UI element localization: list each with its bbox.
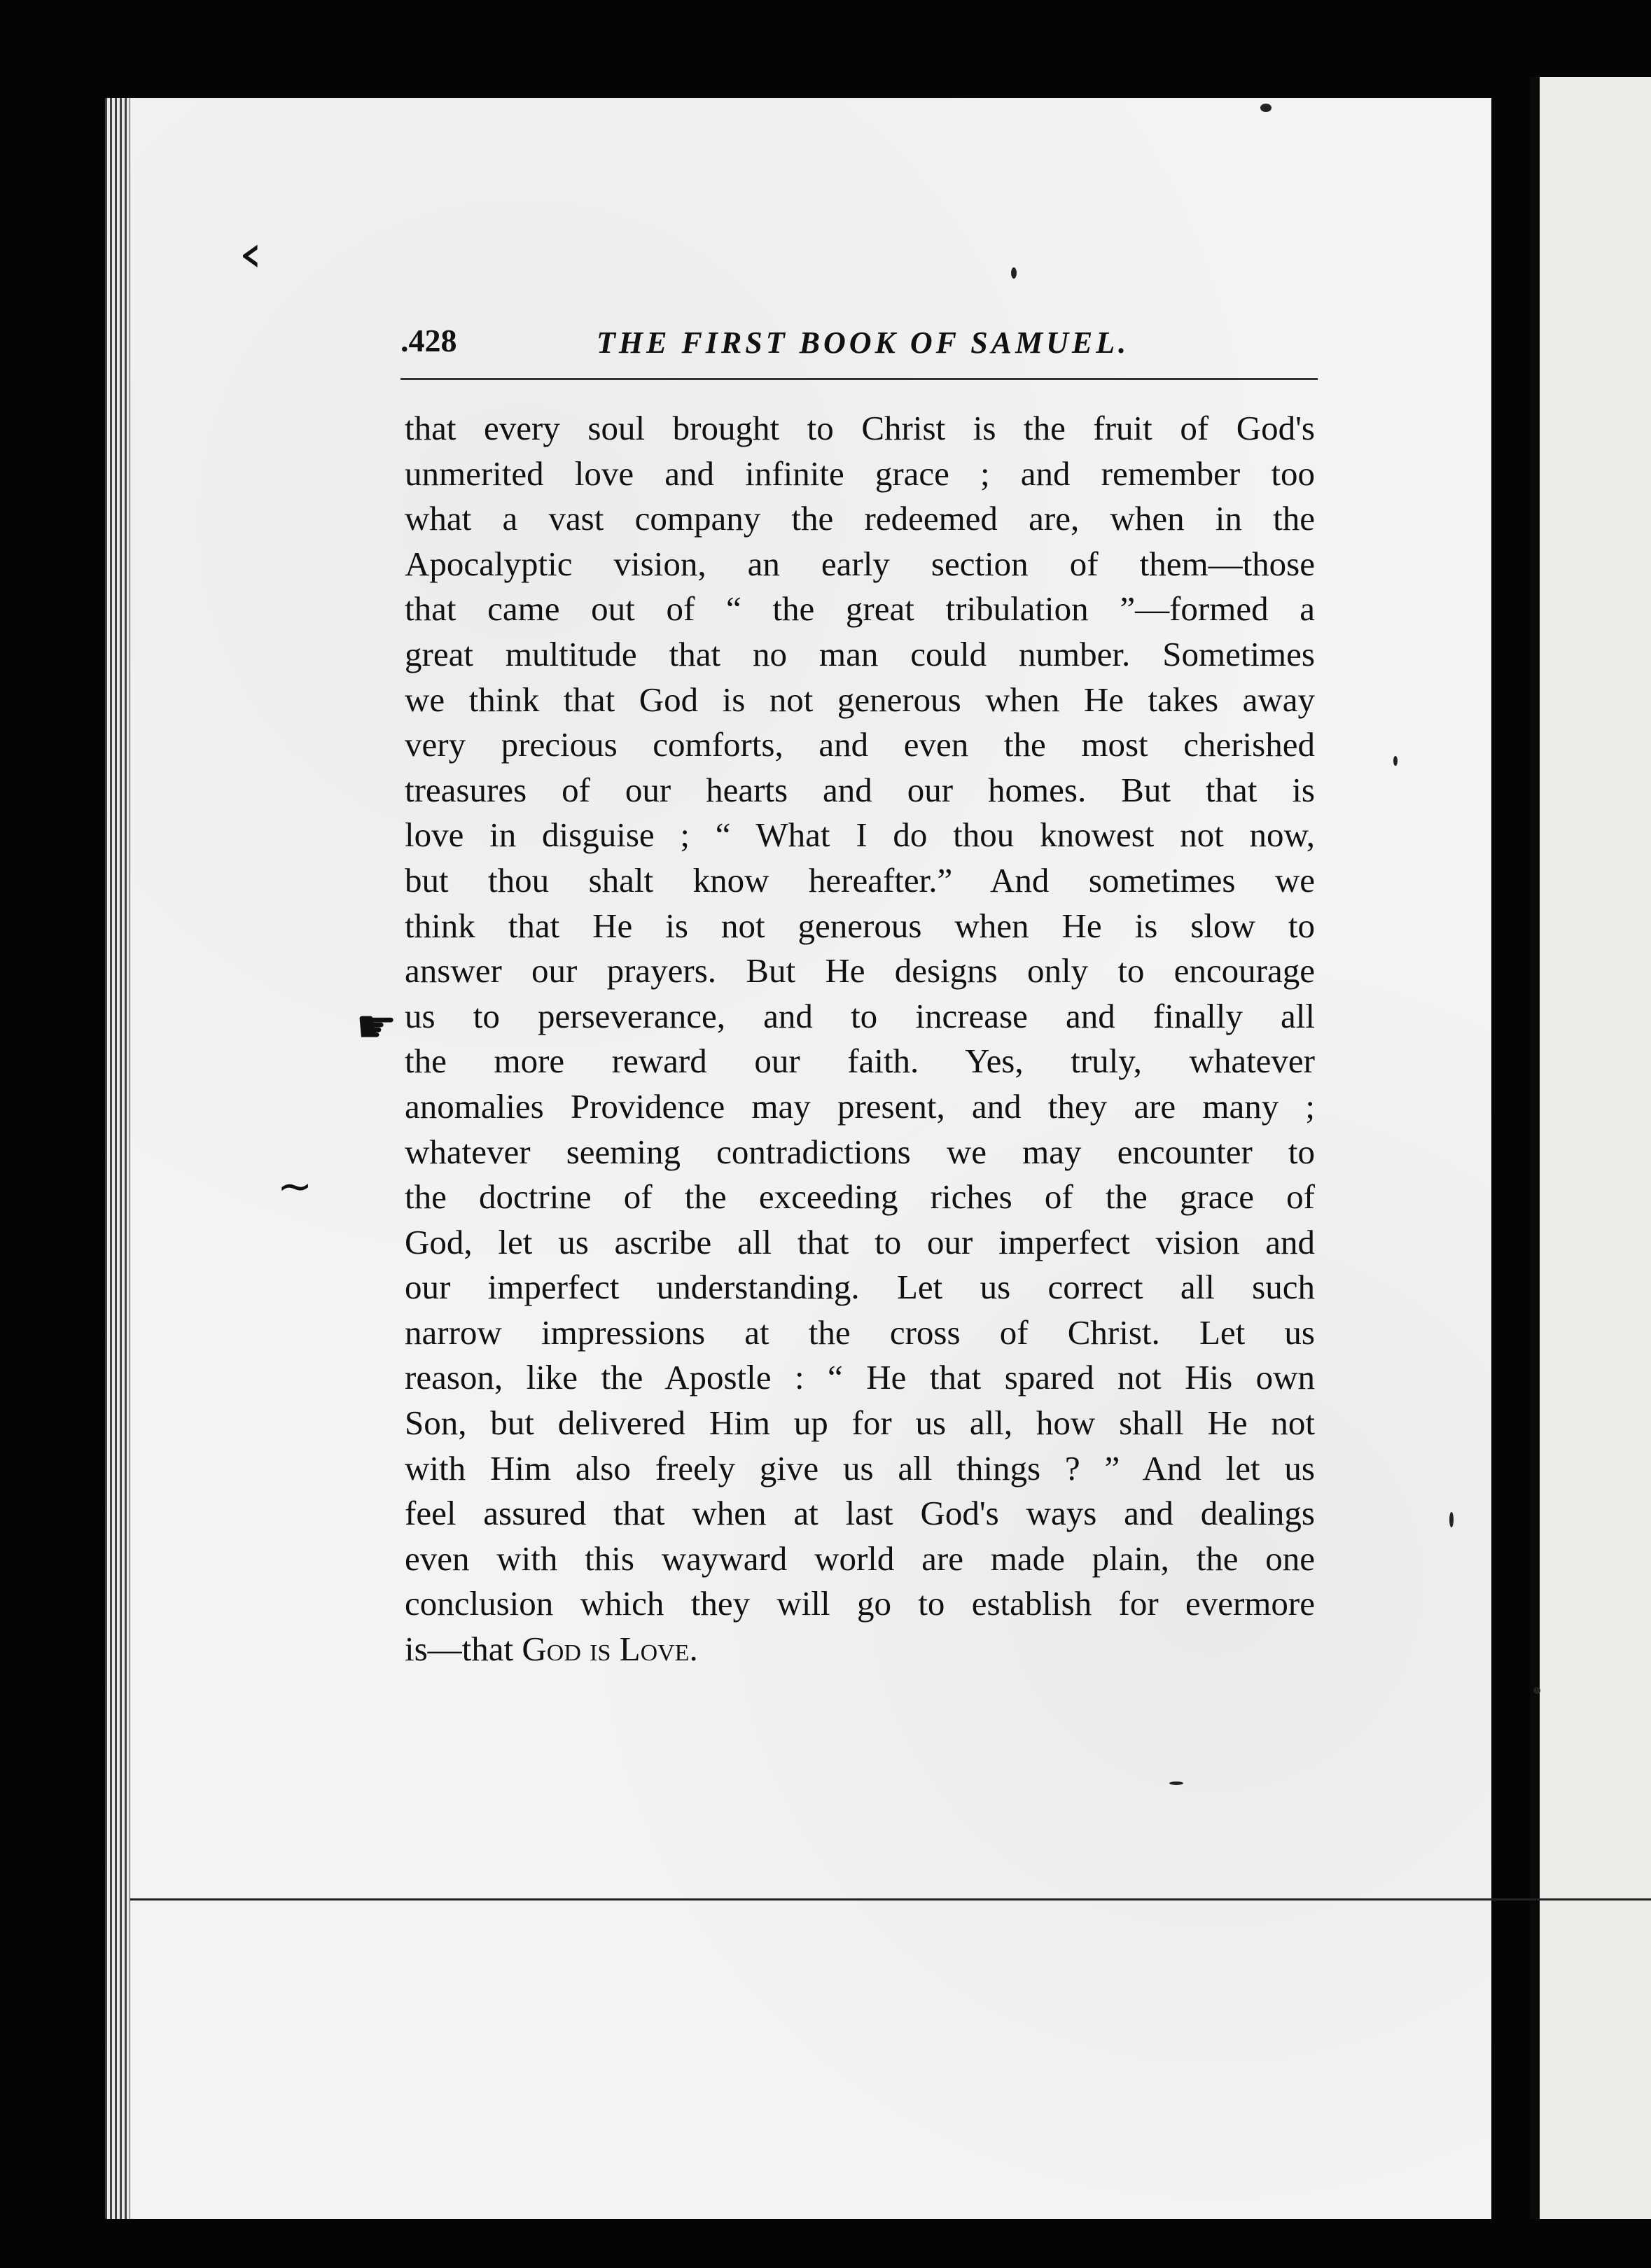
text-line: love in disguise ; “ What I do thou knowest not now,: [405, 816, 1315, 855]
scan-speck: [1169, 1782, 1183, 1785]
page-stack-edges: [105, 98, 130, 2219]
text-line: think that He is not generous when He is slow to: [405, 906, 1315, 945]
text-line: treasures of our hearts and our homes. But that is: [405, 770, 1315, 809]
pointing-hand-icon: ☛: [356, 1000, 398, 1054]
page-bottom-rule: [130, 1898, 1651, 1900]
text-line: anomalies Providence may present, and they are many ;: [405, 1086, 1315, 1126]
text-line: even with this wayward world are made plain, the one: [405, 1539, 1315, 1578]
page-number: .428: [400, 323, 457, 358]
text-line: answer our prayers. But He designs only to encourage: [405, 951, 1315, 990]
page-header: [400, 322, 1318, 378]
scan-speck: [1449, 1512, 1454, 1527]
text-line: us to perseverance, and to increase and finally all: [405, 996, 1315, 1035]
text-line: very precious comforts, and even the most cherished: [405, 725, 1315, 764]
text-line: Son, but delivered Him up for us all, how shall He not: [405, 1404, 1315, 1443]
text-line: our imperfect understanding. Let us correct all such: [405, 1268, 1315, 1307]
scan-speck: [1011, 267, 1017, 279]
text-line: the more reward our faith. Yes, truly, whatever: [405, 1042, 1315, 1081]
text-line: feel assured that when at last God's ways and dealings: [405, 1494, 1315, 1533]
tilde-mark-icon: ∼: [277, 1162, 313, 1211]
text-line: what a vast company the redeemed are, when in the: [405, 499, 1315, 538]
text-line: narrow impressions at the cross of Christ. Let us: [405, 1312, 1315, 1352]
text-line: whatever seeming contradictions we may encounter to: [405, 1132, 1315, 1171]
running-title: THE FIRST BOOK OF SAMUEL.: [597, 326, 1130, 360]
body-text: [405, 406, 1315, 1672]
final-line-smallcaps: God is Love.: [522, 1630, 698, 1669]
text-line: the doctrine of the exceeding riches of the grace of: [405, 1177, 1315, 1217]
text-line: with Him also freely give us all things ? ” And let us: [405, 1448, 1315, 1488]
header-rule: [400, 378, 1318, 380]
text-line: that came out of “ the great tribulation ”—formed a: [405, 589, 1315, 629]
text-line: we think that God is not generous when He takes away: [405, 680, 1315, 719]
facing-page-edge: [1530, 77, 1651, 2219]
scan-speck: [1533, 1687, 1540, 1694]
text-line: great multitude that no man could number. Sometimes: [405, 634, 1315, 673]
text-line: reason, like the Apostle : “ He that spared not His own: [405, 1358, 1315, 1397]
chevron-mark-icon: ‹: [238, 224, 263, 284]
text-line: God, let us ascribe all that to our imperfect vision and: [405, 1222, 1315, 1261]
scan-speck: [1260, 104, 1272, 112]
text-line: that every soul brought to Christ is the fruit of God's: [405, 409, 1315, 447]
text-line: unmerited love and infinite grace ; and remember too: [405, 454, 1315, 493]
final-line: [405, 1627, 1315, 1672]
final-line-prefix: is—that: [405, 1630, 522, 1669]
text-line: but thou shalt know hereafter.” And sometimes we: [405, 860, 1315, 899]
scan-speck: [1393, 756, 1398, 766]
text-line: Apocalyptic vision, an early section of them—those: [405, 544, 1315, 583]
text-line: conclusion which they will go to establish for evermore: [405, 1584, 1315, 1623]
